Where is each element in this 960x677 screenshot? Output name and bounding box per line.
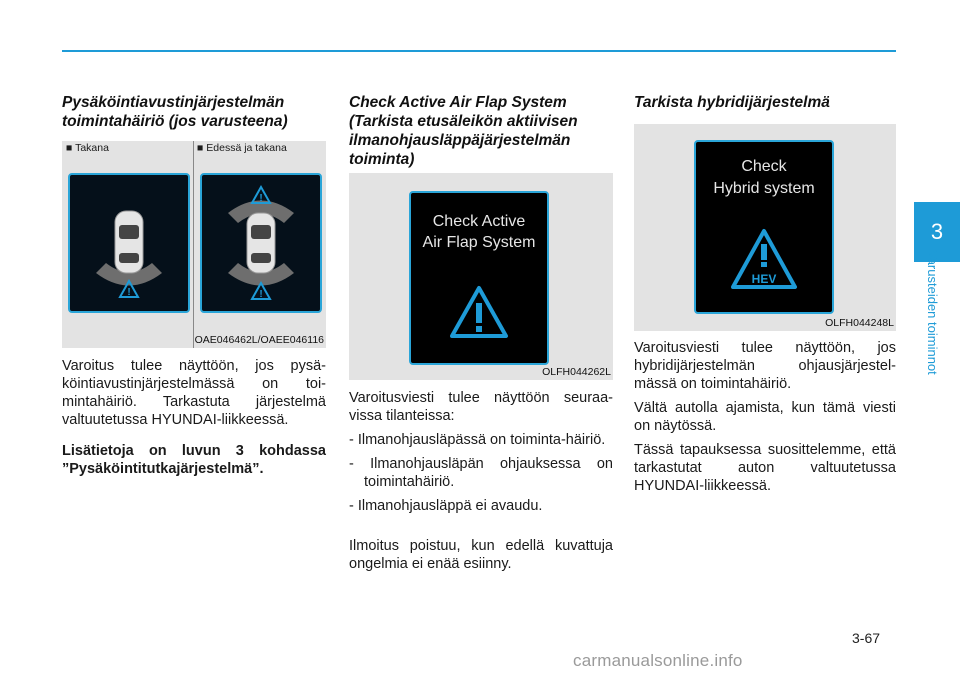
list-item: - Ilmanohjausläpän ohjauksessa on toimintahäiriö.	[349, 456, 613, 490]
paragraph-reference: Lisätietoja on luvun 3 kohdassa ”Pysäköintitutkajärjestelmä”.	[62, 443, 326, 477]
parking-figure	[62, 141, 326, 348]
rear-parking-screen	[68, 173, 190, 313]
figure-code: OLFH044262L	[542, 366, 611, 378]
air-flap-screen	[409, 191, 549, 365]
figure-code: OLFH044248L	[825, 317, 894, 329]
section-heading: Pysäköintiavustinjärjestelmän toimintahäiriö (jos varusteena)	[62, 94, 288, 130]
figure-label-front-rear: ■ Edessä ja takana	[197, 142, 287, 154]
chapter-label	[922, 250, 942, 400]
chapter-label-text: Varusteiden toiminnot	[925, 250, 940, 375]
svg-text:!: !	[127, 287, 131, 298]
paragraph: Vältä autolla ajamista, kun tämä viesti on näytössä.	[634, 400, 896, 434]
column-air-flap	[349, 93, 613, 179]
paragraph: Tässä tapauksessa suosittelemme, että tarkastutat auton valtuutetussa HYUNDAI-liikkeessä.	[634, 442, 896, 494]
hybrid-text	[634, 339, 896, 495]
parking-text	[62, 357, 326, 478]
air-flap-figure	[349, 173, 613, 380]
air-flap-text	[349, 389, 613, 573]
list-item: - Ilmanohjausläppä ei avaudu.	[349, 498, 543, 514]
paragraph: Varoitusviesti tulee näyttöön, jos hybridijärjestelmän ohjausjärjestel-mässä on toimintahäiriö.	[634, 340, 896, 392]
screen-line-2: Air Flap System	[422, 234, 536, 251]
svg-text:!: !	[259, 193, 263, 204]
paragraph-intro: Varoitusviesti tulee näyttöön seuraa-vissa tilanteissa:	[349, 390, 613, 424]
hev-badge: HEV	[751, 272, 777, 286]
section-heading: Tarkista hybridijärjestelmä	[634, 94, 830, 111]
warning-icon	[449, 285, 509, 339]
list-item: - Ilmanohjausläpässä on toiminta-häiriö.	[349, 432, 606, 448]
paragraph: Varoitus tulee näyttöön, jos pysä-köintiavustinjärjestelmässä on toi-mintahäiriö. Tarkastuta järjestelmä valtuutetussa HYUNDAI-liikkeessä.	[62, 358, 326, 428]
figure-label-rear: ■ Takana	[66, 142, 109, 154]
chapter-tab: 3	[914, 202, 960, 262]
figure-code: OAE046462L/OAEE046116	[194, 334, 324, 346]
condition-list	[349, 431, 613, 515]
header-rule	[62, 50, 896, 52]
column-parking-assist	[62, 93, 326, 141]
section-heading: Check Active Air Flap System (Tarkista etusäleikön aktiivisen ilmanohjausläppäjärjestelmän toiminta)	[349, 94, 578, 168]
hybrid-screen	[694, 140, 834, 314]
front-rear-parking-screen	[200, 173, 322, 313]
screen-line-1: Check	[741, 158, 787, 175]
column-hybrid	[634, 93, 896, 122]
watermark: carmanualsonline.info	[573, 651, 743, 670]
figure-divider	[193, 141, 194, 348]
svg-text:!: !	[259, 289, 263, 300]
page-number: 3-67	[852, 630, 881, 646]
paragraph-outro: Ilmoitus poistuu, kun edellä kuvattuja ongelmia ei enää esiinny.	[349, 538, 613, 572]
hybrid-figure	[634, 124, 896, 331]
screen-line-1: Check Active	[432, 213, 526, 230]
screen-line-2: Hybrid system	[713, 180, 815, 197]
